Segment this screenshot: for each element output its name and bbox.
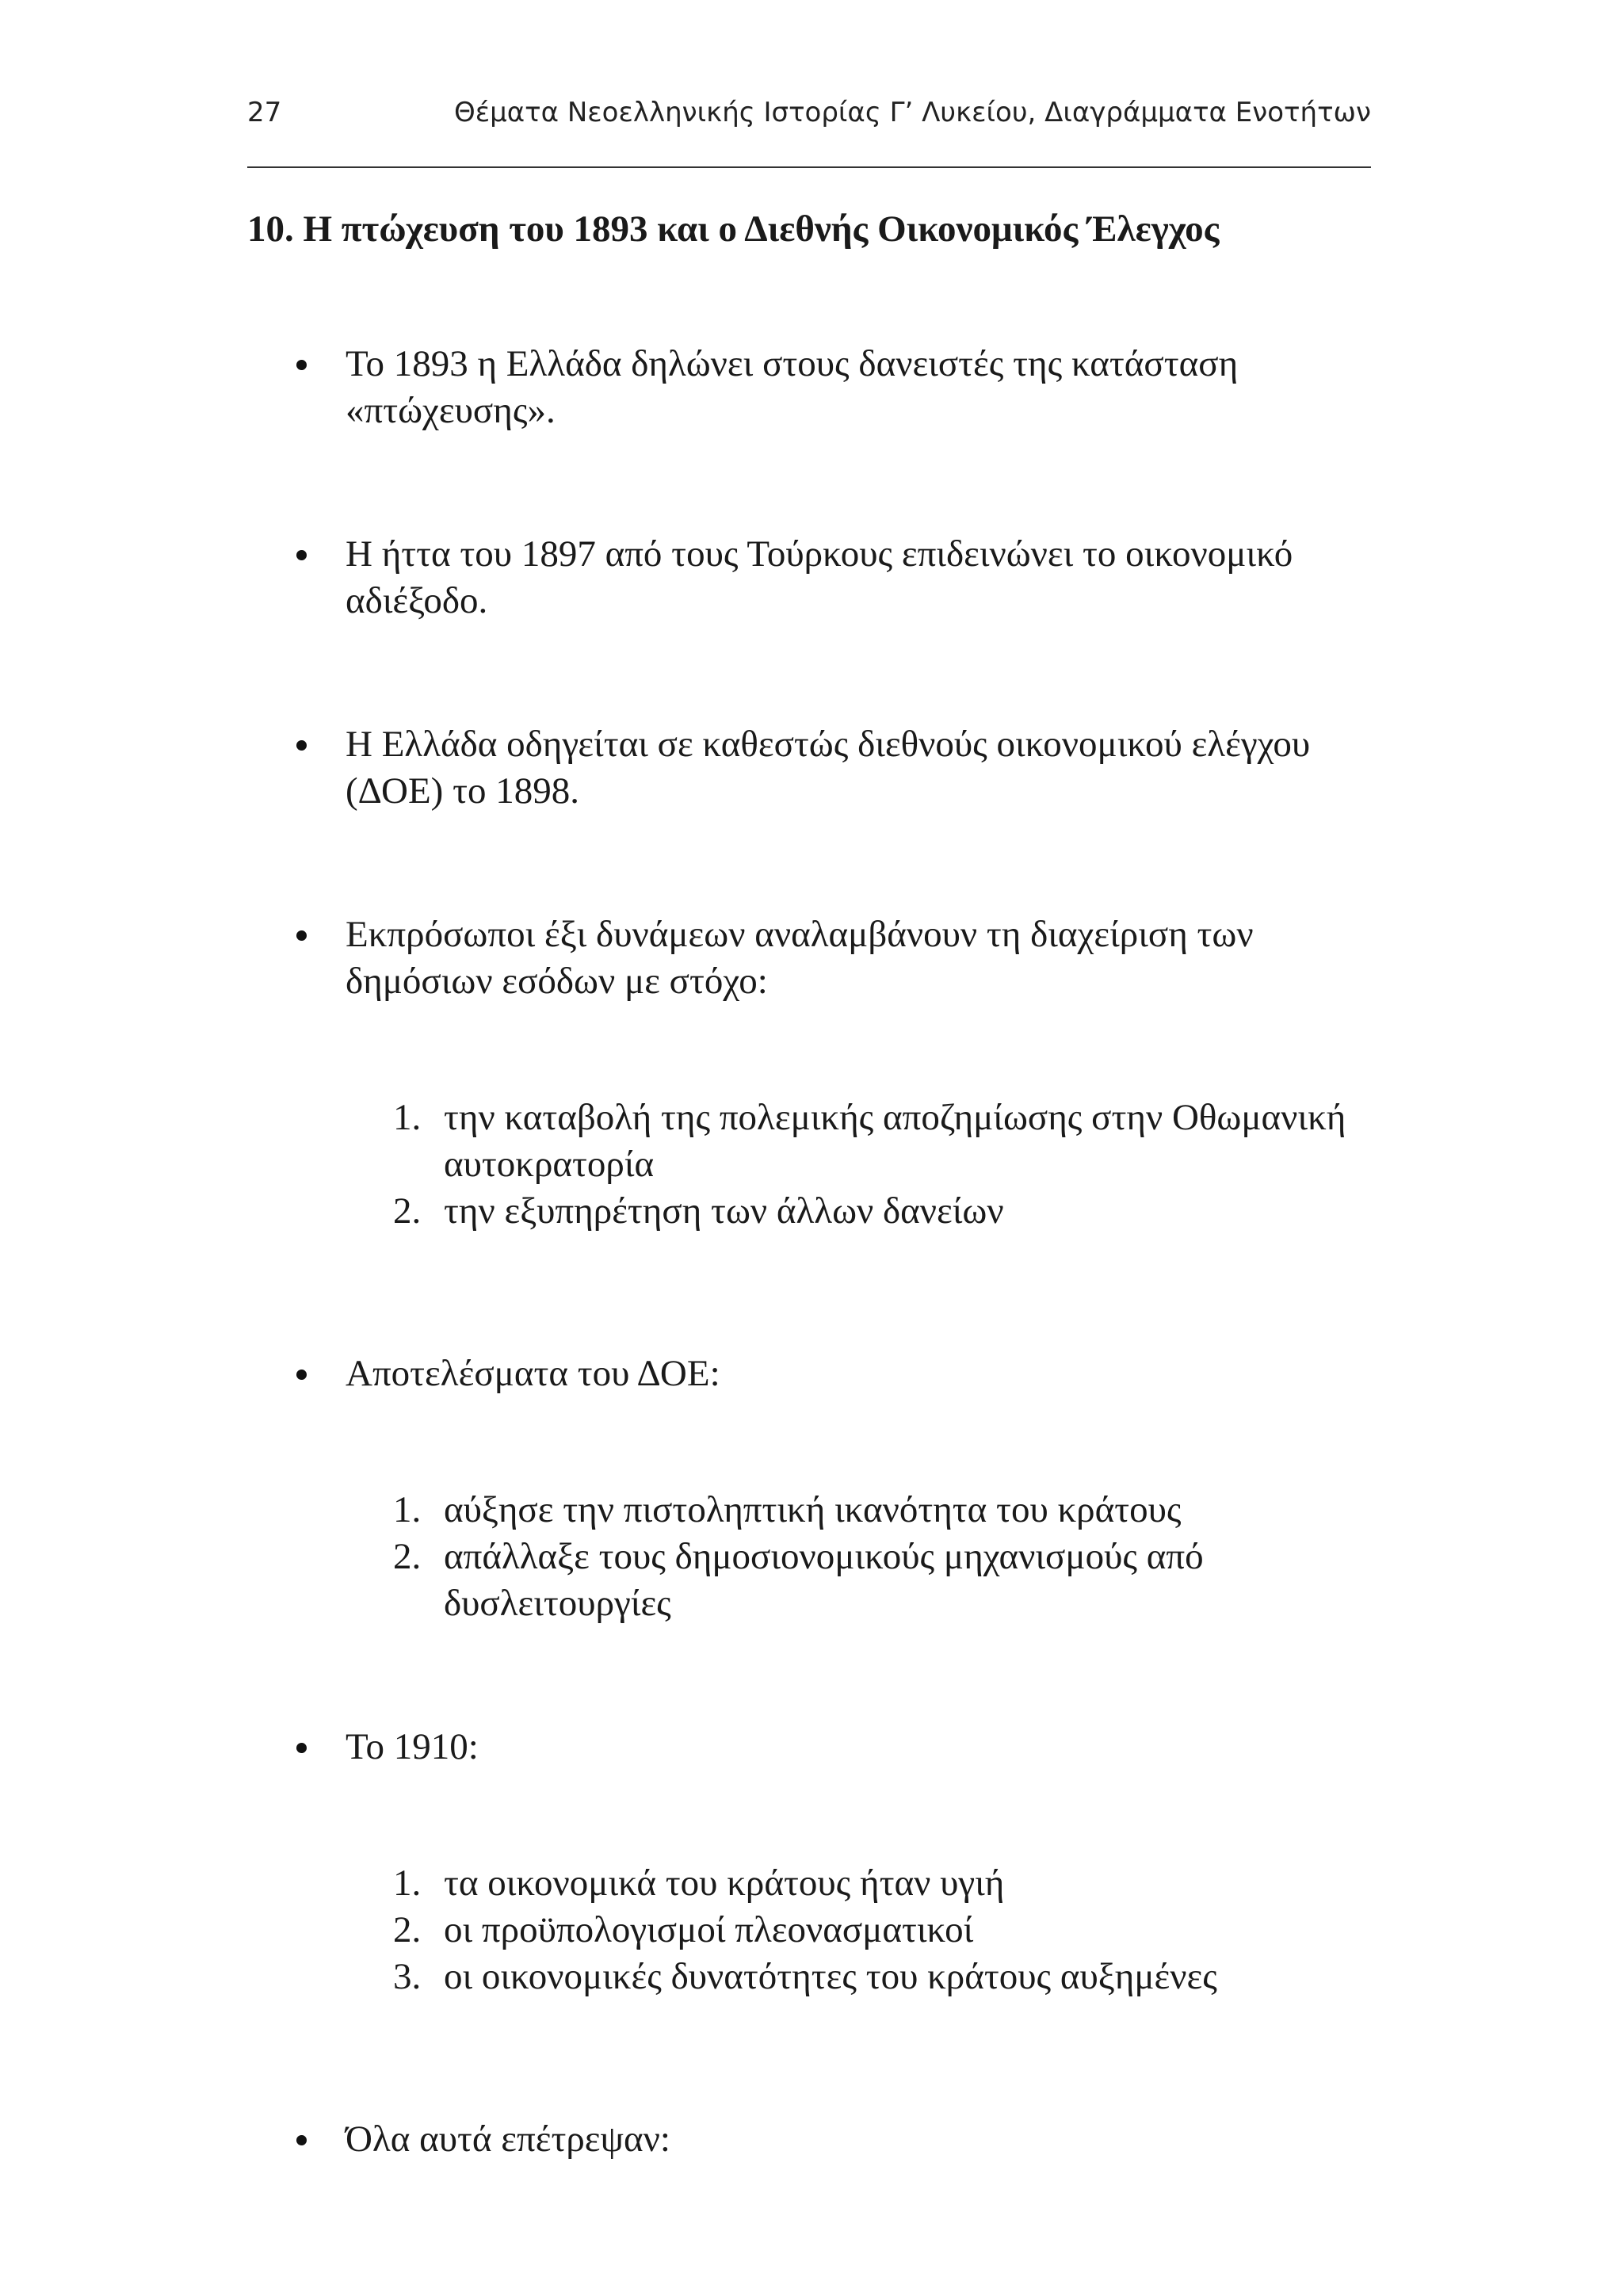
item-text: οι προϋπολογισμοί πλεονασματικοί bbox=[444, 1909, 974, 1950]
numbered-item bbox=[247, 1534, 1404, 1627]
bullet-paragraph bbox=[247, 1724, 1404, 1771]
item-number: 2. bbox=[393, 1536, 422, 1577]
item-number: 2. bbox=[393, 1190, 422, 1232]
page-number: 27 bbox=[247, 97, 282, 128]
bullet-dot-icon bbox=[296, 930, 307, 941]
bullet-text: Το 1893 η Ελλάδα δηλώνει στους δανειστές της κατάσταση «πτώχευσης». bbox=[346, 343, 1239, 431]
bullet-item bbox=[247, 1350, 1404, 1627]
bullet-text: Όλα αυτά επέτρεψαν: bbox=[346, 2118, 670, 2160]
bullet-text: Το 1910: bbox=[346, 1726, 479, 1767]
item-number: 1. bbox=[393, 1489, 422, 1530]
item-number: 3. bbox=[393, 1956, 422, 1997]
bullet-text: Εκπρόσωποι έξι δυνάμεων αναλαμβάνουν τη διαχείριση των δημόσιων εσόδων με στόχο: bbox=[346, 914, 1254, 1002]
bullet-item bbox=[247, 911, 1404, 1235]
numbered-sublist bbox=[247, 1095, 1404, 1235]
page-header bbox=[247, 97, 1371, 144]
bullet-text: Αποτελέσματα του ΔΟΕ: bbox=[346, 1353, 720, 1394]
bullet-text: Η ήττα του 1897 από τους Τούρκους επιδεινώνει το οικονομικό αδιέξοδο. bbox=[346, 533, 1293, 621]
numbered-item bbox=[247, 1954, 1404, 2000]
bullet-paragraph bbox=[247, 531, 1404, 625]
header-rule bbox=[247, 166, 1371, 168]
running-title: Θέματα Νεοελληνικής Ιστορίας Γ’ Λυκείου, Διαγράμματα Ενοτήτων bbox=[454, 97, 1371, 128]
bullet-dot-icon bbox=[296, 550, 307, 560]
bullet-dot-icon bbox=[296, 360, 307, 370]
bullet-paragraph bbox=[247, 341, 1404, 434]
bullet-dot-icon bbox=[296, 1370, 307, 1380]
numbered-item bbox=[247, 1095, 1404, 1188]
item-text: την καταβολή της πολεμικής αποζημίωσης στην Οθωμανική αυτοκρατορία bbox=[444, 1097, 1346, 1185]
bullet-item bbox=[247, 721, 1404, 815]
item-text: τα οικονομικά του κράτους ήταν υγιή bbox=[444, 1862, 1005, 1904]
bullet-paragraph bbox=[247, 1350, 1404, 1397]
bullet-item bbox=[247, 1724, 1404, 2000]
item-number: 1. bbox=[393, 1097, 422, 1138]
bullet-dot-icon bbox=[296, 1743, 307, 1753]
item-number: 2. bbox=[393, 1909, 422, 1950]
bullet-item bbox=[247, 2116, 1404, 2163]
bullet-item bbox=[247, 341, 1404, 434]
numbered-item bbox=[247, 1188, 1404, 1235]
numbered-sublist bbox=[247, 1487, 1404, 1627]
numbered-item bbox=[247, 1860, 1404, 1907]
bullet-paragraph bbox=[247, 2116, 1404, 2163]
bullet-dot-icon bbox=[296, 740, 307, 751]
bullet-list bbox=[247, 341, 1404, 2163]
item-number: 1. bbox=[393, 1862, 422, 1904]
item-text: την εξυπηρέτηση των άλλων δανείων bbox=[444, 1190, 1004, 1232]
bullet-text: Η Ελλάδα οδηγείται σε καθεστώς διεθνούς οικονομικού ελέγχου (ΔΟΕ) το 1898. bbox=[346, 724, 1311, 812]
numbered-item bbox=[247, 1907, 1404, 1954]
bullet-dot-icon bbox=[296, 2135, 307, 2145]
item-text: απάλλαξε τους δημοσιονομικούς μηχανισμούς από δυσλειτουργίες bbox=[444, 1536, 1204, 1624]
bullet-paragraph bbox=[247, 721, 1404, 815]
item-text: οι οικονομικές δυνατότητες του κράτους αυξημένες bbox=[444, 1956, 1217, 1997]
bullet-paragraph bbox=[247, 911, 1404, 1005]
bullet-item bbox=[247, 531, 1404, 625]
numbered-sublist bbox=[247, 1860, 1404, 2000]
section-title: 10. Η πτώχευση του 1893 και ο Διεθνής Οικονομικός Έλεγχος bbox=[247, 208, 1220, 250]
item-text: αύξησε την πιστοληπτική ικανότητα του κράτους bbox=[444, 1489, 1182, 1530]
numbered-item bbox=[247, 1487, 1404, 1534]
